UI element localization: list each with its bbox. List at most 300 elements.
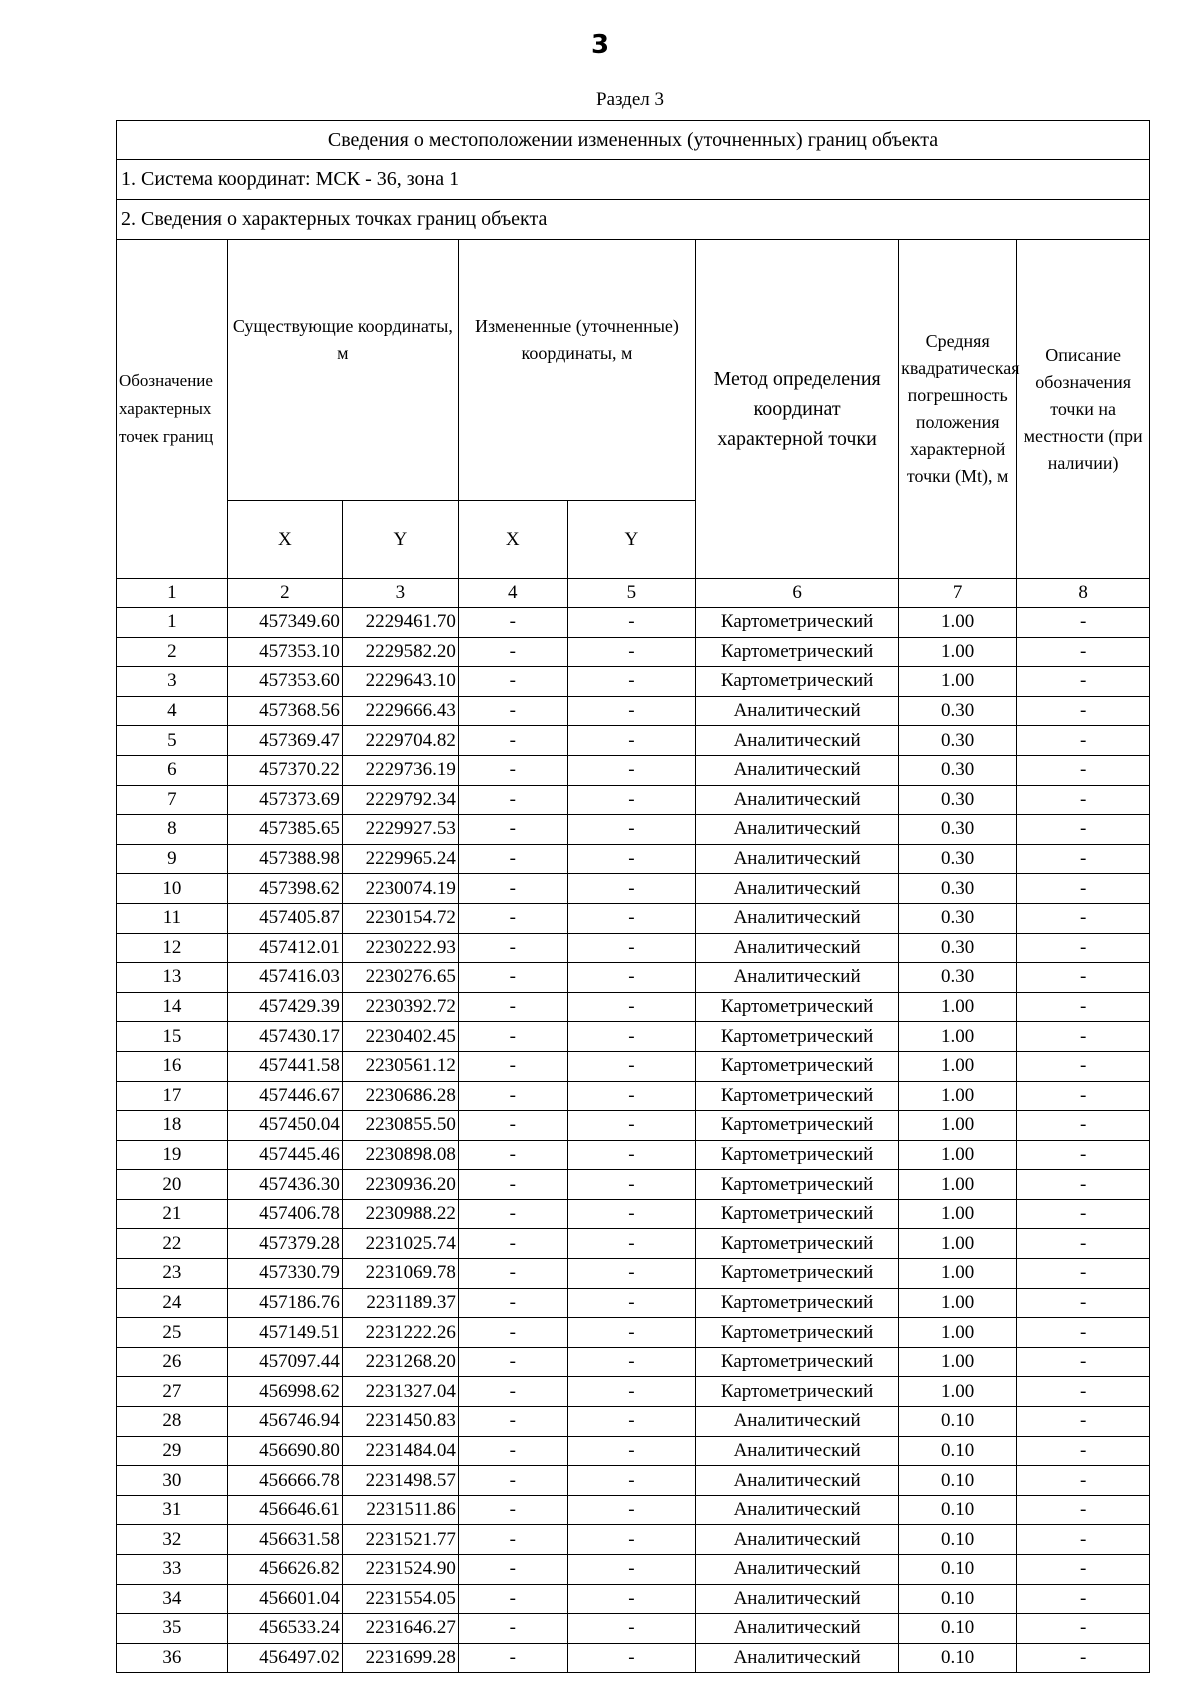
method-cell: Аналитический — [696, 903, 899, 933]
changed-y-cell: - — [567, 1318, 695, 1348]
changed-x-cell: - — [458, 903, 567, 933]
description-cell: - — [1017, 1051, 1150, 1081]
description-cell: - — [1017, 785, 1150, 815]
table-row — [117, 1584, 1150, 1614]
existing-y-cell: 2230276.65 — [342, 963, 458, 993]
table-row — [117, 903, 1150, 933]
existing-x-cell: 457186.76 — [227, 1288, 342, 1318]
point-number-cell: 9 — [117, 844, 228, 874]
existing-x-cell: 457446.67 — [227, 1081, 342, 1111]
changed-x-cell: - — [458, 1347, 567, 1377]
point-number-cell: 34 — [117, 1584, 228, 1614]
changed-y-cell: - — [567, 785, 695, 815]
changed-x-cell: - — [458, 1318, 567, 1348]
changed-y-cell: - — [567, 1347, 695, 1377]
existing-y-cell: 2230222.93 — [342, 933, 458, 963]
description-cell: - — [1017, 874, 1150, 904]
point-number-cell: 3 — [117, 667, 228, 697]
description-cell: - — [1017, 1377, 1150, 1407]
column-number: 3 — [342, 579, 458, 608]
error-cell: 1.00 — [899, 1081, 1017, 1111]
changed-y-cell: - — [567, 608, 695, 638]
method-cell: Картометрический — [696, 1377, 899, 1407]
changed-y-cell: - — [567, 903, 695, 933]
existing-y-cell: 2229582.20 — [342, 637, 458, 667]
changed-x-cell: - — [458, 1288, 567, 1318]
changed-x-cell: - — [458, 1555, 567, 1585]
existing-x-cell: 457368.56 — [227, 696, 342, 726]
table-row — [117, 785, 1150, 815]
table-row — [117, 992, 1150, 1022]
changed-x-cell: - — [458, 933, 567, 963]
description-cell: - — [1017, 1555, 1150, 1585]
point-number-cell: 30 — [117, 1466, 228, 1496]
existing-x-cell: 457379.28 — [227, 1229, 342, 1259]
existing-y-cell: 2230898.08 — [342, 1140, 458, 1170]
description-cell: - — [1017, 696, 1150, 726]
existing-y-cell: 2231554.05 — [342, 1584, 458, 1614]
existing-x-cell: 457429.39 — [227, 992, 342, 1022]
existing-y-cell: 2231025.74 — [342, 1229, 458, 1259]
error-cell: 1.00 — [899, 1288, 1017, 1318]
point-number-cell: 21 — [117, 1199, 228, 1229]
table-row — [117, 1022, 1150, 1052]
description-cell: - — [1017, 1643, 1150, 1673]
existing-y-cell: 2230154.72 — [342, 903, 458, 933]
changed-x-cell: - — [458, 1022, 567, 1052]
existing-x-cell: 456533.24 — [227, 1614, 342, 1644]
description-cell: - — [1017, 1318, 1150, 1348]
changed-y-cell: - — [567, 1259, 695, 1289]
error-cell: 0.30 — [899, 755, 1017, 785]
error-cell: 0.10 — [899, 1436, 1017, 1466]
table-row — [117, 1377, 1150, 1407]
description-cell: - — [1017, 1111, 1150, 1141]
changed-y-cell: - — [567, 1140, 695, 1170]
error-cell: 1.00 — [899, 667, 1017, 697]
changed-x-cell: - — [458, 637, 567, 667]
table-row — [117, 1170, 1150, 1200]
table-row — [117, 608, 1150, 638]
changed-y-cell: - — [567, 874, 695, 904]
description-cell: - — [1017, 992, 1150, 1022]
changed-x-cell: - — [458, 696, 567, 726]
point-number-cell: 8 — [117, 815, 228, 845]
point-number-cell: 23 — [117, 1259, 228, 1289]
description-cell: - — [1017, 815, 1150, 845]
existing-y-cell: 2230074.19 — [342, 874, 458, 904]
existing-y-cell: 2231327.04 — [342, 1377, 458, 1407]
existing-x-cell: 456626.82 — [227, 1555, 342, 1585]
changed-x-cell: - — [458, 1466, 567, 1496]
method-cell: Аналитический — [696, 1466, 899, 1496]
description-cell: - — [1017, 1495, 1150, 1525]
existing-y-cell: 2229965.24 — [342, 844, 458, 874]
method-cell: Картометрический — [696, 1081, 899, 1111]
existing-y-cell: 2230936.20 — [342, 1170, 458, 1200]
point-number-cell: 33 — [117, 1555, 228, 1585]
error-cell: 0.10 — [899, 1495, 1017, 1525]
existing-x-cell: 457097.44 — [227, 1347, 342, 1377]
method-cell: Картометрический — [696, 1199, 899, 1229]
description-cell: - — [1017, 1199, 1150, 1229]
existing-y-cell: 2230686.28 — [342, 1081, 458, 1111]
existing-x-cell: 457405.87 — [227, 903, 342, 933]
existing-x-cell: 457349.60 — [227, 608, 342, 638]
description-cell: - — [1017, 667, 1150, 697]
method-cell: Картометрический — [696, 1288, 899, 1318]
description-cell: - — [1017, 1466, 1150, 1496]
description-cell: - — [1017, 637, 1150, 667]
column-number: 7 — [899, 579, 1017, 608]
error-cell: 1.00 — [899, 1140, 1017, 1170]
error-cell: 1.00 — [899, 637, 1017, 667]
section-label: Раздел 3 — [596, 89, 664, 110]
point-number-cell: 5 — [117, 726, 228, 756]
changed-y-cell: - — [567, 1288, 695, 1318]
column-number: 2 — [227, 579, 342, 608]
error-cell: 1.00 — [899, 1259, 1017, 1289]
point-number-cell: 2 — [117, 637, 228, 667]
table-row — [117, 815, 1150, 845]
changed-y-cell: - — [567, 1111, 695, 1141]
existing-y-cell: 2231524.90 — [342, 1555, 458, 1585]
changed-x-cell: - — [458, 1584, 567, 1614]
existing-y-cell: 2229461.70 — [342, 608, 458, 638]
method-cell: Аналитический — [696, 785, 899, 815]
error-cell: 0.30 — [899, 785, 1017, 815]
changed-x-cell: - — [458, 1614, 567, 1644]
table-row — [117, 1555, 1150, 1585]
point-number-cell: 16 — [117, 1051, 228, 1081]
header-description: Описание обозначения точки на местности (при наличии) — [1017, 240, 1150, 579]
existing-y-cell: 2230402.45 — [342, 1022, 458, 1052]
method-cell: Картометрический — [696, 667, 899, 697]
error-cell: 0.10 — [899, 1525, 1017, 1555]
changed-y-cell: - — [567, 726, 695, 756]
table-row — [117, 1643, 1150, 1673]
table-row — [117, 1614, 1150, 1644]
changed-x-cell: - — [458, 1643, 567, 1673]
changed-x-cell: - — [458, 1199, 567, 1229]
method-cell: Аналитический — [696, 1555, 899, 1585]
header-error: Средняя квадратическая погрешность положения характерной точки (Mt), м — [899, 240, 1017, 579]
existing-y-cell: 2231521.77 — [342, 1525, 458, 1555]
changed-y-cell: - — [567, 1377, 695, 1407]
point-number-cell: 26 — [117, 1347, 228, 1377]
error-cell: 0.10 — [899, 1466, 1017, 1496]
changed-y-cell: - — [567, 667, 695, 697]
existing-y-cell: 2229792.34 — [342, 785, 458, 815]
existing-y-cell: 2230988.22 — [342, 1199, 458, 1229]
changed-x-cell: - — [458, 1081, 567, 1111]
existing-x-cell: 456666.78 — [227, 1466, 342, 1496]
changed-y-cell: - — [567, 1199, 695, 1229]
point-number-cell: 15 — [117, 1022, 228, 1052]
existing-x-cell: 457369.47 — [227, 726, 342, 756]
changed-x-cell: - — [458, 1377, 567, 1407]
method-cell: Аналитический — [696, 1525, 899, 1555]
existing-x-cell: 457441.58 — [227, 1051, 342, 1081]
point-number-cell: 11 — [117, 903, 228, 933]
existing-y-cell: 2229643.10 — [342, 667, 458, 697]
changed-x-cell: - — [458, 992, 567, 1022]
existing-y-cell: 2229666.43 — [342, 696, 458, 726]
method-cell: Картометрический — [696, 1051, 899, 1081]
description-cell: - — [1017, 1347, 1150, 1377]
point-number-cell: 20 — [117, 1170, 228, 1200]
description-cell: - — [1017, 844, 1150, 874]
existing-x-cell: 457385.65 — [227, 815, 342, 845]
description-cell: - — [1017, 1229, 1150, 1259]
error-cell: 0.30 — [899, 874, 1017, 904]
point-number-cell: 36 — [117, 1643, 228, 1673]
method-cell: Аналитический — [696, 1584, 899, 1614]
existing-x-cell: 456601.04 — [227, 1584, 342, 1614]
changed-y-cell: - — [567, 963, 695, 993]
existing-y-cell: 2229927.53 — [342, 815, 458, 845]
header-changed-y: Y — [567, 501, 695, 579]
error-cell: 1.00 — [899, 1199, 1017, 1229]
existing-x-cell: 457398.62 — [227, 874, 342, 904]
changed-x-cell: - — [458, 844, 567, 874]
changed-y-cell: - — [567, 1614, 695, 1644]
point-number-cell: 6 — [117, 755, 228, 785]
existing-x-cell: 457445.46 — [227, 1140, 342, 1170]
description-cell: - — [1017, 608, 1150, 638]
error-cell: 1.00 — [899, 992, 1017, 1022]
changed-x-cell: - — [458, 1436, 567, 1466]
error-cell: 0.30 — [899, 696, 1017, 726]
changed-x-cell: - — [458, 1495, 567, 1525]
description-cell: - — [1017, 903, 1150, 933]
existing-x-cell: 456746.94 — [227, 1407, 342, 1437]
table-row — [117, 1436, 1150, 1466]
description-cell: - — [1017, 1614, 1150, 1644]
existing-y-cell: 2231498.57 — [342, 1466, 458, 1496]
changed-y-cell: - — [567, 1051, 695, 1081]
changed-x-cell: - — [458, 1407, 567, 1437]
description-cell: - — [1017, 1140, 1150, 1170]
table-row — [117, 874, 1150, 904]
table-row — [117, 1051, 1150, 1081]
error-cell: 0.10 — [899, 1614, 1017, 1644]
method-cell: Картометрический — [696, 1111, 899, 1141]
changed-x-cell: - — [458, 1140, 567, 1170]
table-title: Сведения о местоположении измененных (уточненных) границ объекта — [117, 121, 1150, 160]
error-cell: 1.00 — [899, 1051, 1017, 1081]
description-cell: - — [1017, 726, 1150, 756]
error-cell: 0.10 — [899, 1555, 1017, 1585]
changed-y-cell: - — [567, 1495, 695, 1525]
method-cell: Картометрический — [696, 1318, 899, 1348]
method-cell: Картометрический — [696, 1347, 899, 1377]
changed-x-cell: - — [458, 1051, 567, 1081]
table-row — [117, 933, 1150, 963]
error-cell: 1.00 — [899, 1111, 1017, 1141]
method-cell: Аналитический — [696, 726, 899, 756]
existing-y-cell: 2231222.26 — [342, 1318, 458, 1348]
error-cell: 1.00 — [899, 1318, 1017, 1348]
method-cell: Аналитический — [696, 1407, 899, 1437]
method-cell: Картометрический — [696, 1170, 899, 1200]
method-cell: Картометрический — [696, 1259, 899, 1289]
description-cell: - — [1017, 933, 1150, 963]
changed-y-cell: - — [567, 1436, 695, 1466]
description-cell: - — [1017, 1525, 1150, 1555]
changed-x-cell: - — [458, 608, 567, 638]
error-cell: 1.00 — [899, 1347, 1017, 1377]
point-number-cell: 32 — [117, 1525, 228, 1555]
table-row — [117, 1199, 1150, 1229]
changed-y-cell: - — [567, 637, 695, 667]
error-cell: 0.10 — [899, 1643, 1017, 1673]
existing-x-cell: 457406.78 — [227, 1199, 342, 1229]
table-row — [117, 1081, 1150, 1111]
existing-x-cell: 457416.03 — [227, 963, 342, 993]
table-row — [117, 1347, 1150, 1377]
point-number-cell: 22 — [117, 1229, 228, 1259]
point-number-cell: 14 — [117, 992, 228, 1022]
existing-y-cell: 2229704.82 — [342, 726, 458, 756]
method-cell: Аналитический — [696, 844, 899, 874]
changed-y-cell: - — [567, 696, 695, 726]
method-cell: Аналитический — [696, 1614, 899, 1644]
changed-y-cell: - — [567, 1081, 695, 1111]
column-number: 6 — [696, 579, 899, 608]
existing-x-cell: 456631.58 — [227, 1525, 342, 1555]
existing-x-cell: 456690.80 — [227, 1436, 342, 1466]
point-number-cell: 1 — [117, 608, 228, 638]
description-cell: - — [1017, 1259, 1150, 1289]
existing-x-cell: 456998.62 — [227, 1377, 342, 1407]
changed-x-cell: - — [458, 1170, 567, 1200]
existing-x-cell: 457330.79 — [227, 1259, 342, 1289]
existing-x-cell: 457353.60 — [227, 667, 342, 697]
point-number-cell: 27 — [117, 1377, 228, 1407]
changed-y-cell: - — [567, 1584, 695, 1614]
table-row — [117, 1318, 1150, 1348]
changed-y-cell: - — [567, 1229, 695, 1259]
method-cell: Картометрический — [696, 992, 899, 1022]
table-row — [117, 844, 1150, 874]
existing-x-cell: 456646.61 — [227, 1495, 342, 1525]
changed-x-cell: - — [458, 1229, 567, 1259]
changed-x-cell: - — [458, 785, 567, 815]
existing-x-cell: 457373.69 — [227, 785, 342, 815]
changed-x-cell: - — [458, 1525, 567, 1555]
table-row — [117, 1111, 1150, 1141]
changed-x-cell: - — [458, 963, 567, 993]
method-cell: Картометрический — [696, 637, 899, 667]
table-row — [117, 1525, 1150, 1555]
method-cell: Аналитический — [696, 874, 899, 904]
existing-y-cell: 2231450.83 — [342, 1407, 458, 1437]
error-cell: 0.30 — [899, 844, 1017, 874]
changed-y-cell: - — [567, 755, 695, 785]
method-cell: Аналитический — [696, 755, 899, 785]
existing-y-cell: 2231699.28 — [342, 1643, 458, 1673]
description-cell: - — [1017, 1436, 1150, 1466]
method-cell: Картометрический — [696, 1229, 899, 1259]
description-cell: - — [1017, 1288, 1150, 1318]
method-cell: Аналитический — [696, 815, 899, 845]
existing-x-cell: 457353.10 — [227, 637, 342, 667]
existing-x-cell: 456497.02 — [227, 1643, 342, 1673]
existing-y-cell: 2231069.78 — [342, 1259, 458, 1289]
error-cell: 1.00 — [899, 608, 1017, 638]
point-number-cell: 31 — [117, 1495, 228, 1525]
table-row — [117, 1466, 1150, 1496]
description-cell: - — [1017, 1584, 1150, 1614]
error-cell: 0.30 — [899, 963, 1017, 993]
table-row — [117, 1229, 1150, 1259]
error-cell: 0.10 — [899, 1407, 1017, 1437]
changed-y-cell: - — [567, 844, 695, 874]
point-number-cell: 10 — [117, 874, 228, 904]
method-cell: Аналитический — [696, 1495, 899, 1525]
table-row — [117, 726, 1150, 756]
point-number-cell: 29 — [117, 1436, 228, 1466]
method-cell: Аналитический — [696, 933, 899, 963]
point-number-cell: 13 — [117, 963, 228, 993]
point-number-cell: 4 — [117, 696, 228, 726]
error-cell: 0.10 — [899, 1584, 1017, 1614]
existing-y-cell: 2230855.50 — [342, 1111, 458, 1141]
existing-x-cell: 457430.17 — [227, 1022, 342, 1052]
existing-x-cell: 457412.01 — [227, 933, 342, 963]
existing-x-cell: 457370.22 — [227, 755, 342, 785]
table-row — [117, 963, 1150, 993]
changed-x-cell: - — [458, 815, 567, 845]
point-number-cell: 17 — [117, 1081, 228, 1111]
changed-x-cell: - — [458, 755, 567, 785]
point-number-cell: 12 — [117, 933, 228, 963]
method-cell: Аналитический — [696, 963, 899, 993]
error-cell: 1.00 — [899, 1022, 1017, 1052]
column-number: 5 — [567, 579, 695, 608]
table-row — [117, 1288, 1150, 1318]
existing-y-cell: 2231268.20 — [342, 1347, 458, 1377]
header-changed-x: X — [458, 501, 567, 579]
method-cell: Аналитический — [696, 1643, 899, 1673]
existing-y-cell: 2230561.12 — [342, 1051, 458, 1081]
points-heading: 2. Сведения о характерных точках границ объекта — [117, 200, 1150, 240]
changed-x-cell: - — [458, 1111, 567, 1141]
error-cell: 0.30 — [899, 903, 1017, 933]
error-cell: 1.00 — [899, 1377, 1017, 1407]
existing-y-cell: 2231189.37 — [342, 1288, 458, 1318]
error-cell: 0.30 — [899, 933, 1017, 963]
column-number: 8 — [1017, 579, 1150, 608]
method-cell: Аналитический — [696, 1436, 899, 1466]
point-number-cell: 7 — [117, 785, 228, 815]
changed-y-cell: - — [567, 1466, 695, 1496]
description-cell: - — [1017, 1081, 1150, 1111]
boundary-points-table — [116, 120, 1150, 1673]
changed-y-cell: - — [567, 1022, 695, 1052]
table-row — [117, 1140, 1150, 1170]
method-cell: Картометрический — [696, 1140, 899, 1170]
table-row — [117, 755, 1150, 785]
changed-y-cell: - — [567, 1525, 695, 1555]
existing-y-cell: 2230392.72 — [342, 992, 458, 1022]
table-row — [117, 637, 1150, 667]
header-method: Метод определения координат характерной точки — [696, 240, 899, 579]
existing-y-cell: 2231511.86 — [342, 1495, 458, 1525]
changed-y-cell: - — [567, 933, 695, 963]
existing-x-cell: 457450.04 — [227, 1111, 342, 1141]
